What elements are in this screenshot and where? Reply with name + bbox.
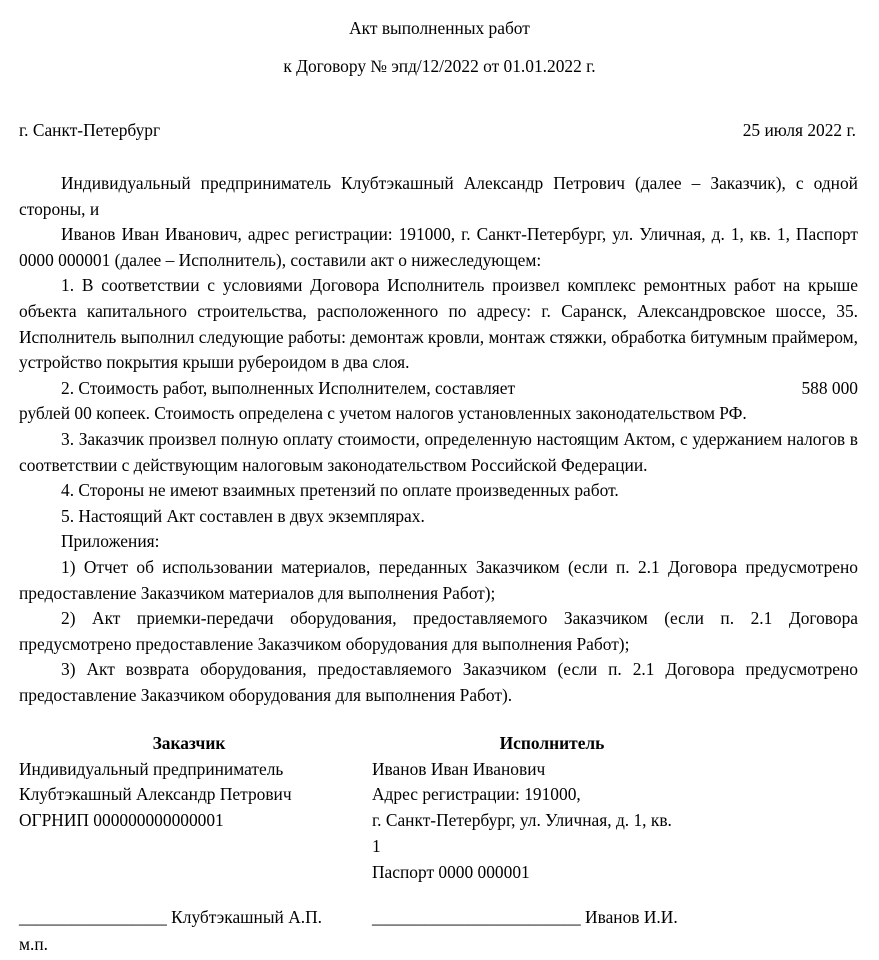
appendix-heading: Приложения: (61, 531, 160, 552)
executor-line-1: Иванов Иван Иванович (372, 758, 546, 779)
executor-heading: Исполнитель (499, 733, 605, 753)
executor-line-5: Паспорт 0000 000001 (372, 861, 530, 882)
stamp-place: м.п. (19, 934, 49, 954)
appendix-2: 2) Акт приемки-передачи оборудования, предоставляемого Заказчиком (если п. 2.1 Договора предусмотрено предоставление Заказчиком оборудования для выполнения Работ); (19, 608, 858, 654)
document-body (19, 171, 858, 708)
item-2-lead: 2. Стоимость работ, выполненных Исполнителем, составляет (61, 377, 516, 398)
item-3: 3. Заказчик произвел полную оплату стоимости, определенную настоящим Актом, с удержанием налогов в соответствии с действующим налоговым законодательством Российской Федерации. (19, 428, 858, 475)
executor-sign-line: ________________________ Иванов И.И. (372, 907, 678, 927)
item-4: 4. Стороны не имеют взаимных претензий по оплате произведенных работ. (61, 480, 619, 501)
item-2-amount: 588 000 (801, 377, 858, 398)
executor-line-4: 1 (372, 835, 381, 856)
item-2 (19, 376, 858, 402)
customer-ogrnip: ОГРНИП 000000000000001 (19, 810, 224, 831)
executor-signature-block (372, 731, 732, 885)
customer-sign-line: _________________ Клубтэкашный А.П. (19, 907, 323, 927)
document-title: Акт выполненных работ (349, 18, 530, 38)
executor-line-3: г. Санкт-Петербург, ул. Уличная, д. 1, кв. (372, 810, 672, 831)
city: г. Санкт-Петербург (19, 120, 161, 140)
customer-signature-block (19, 731, 359, 834)
item-5: 5. Настоящий Акт составлен в двух экземплярах. (61, 505, 425, 526)
appendix-1: 1) Отчет об использовании материалов, переданных Заказчиком (если п. 2.1 Договора предусмотрено предоставление Заказчиком материалов для выполнения Работ); (19, 556, 858, 603)
executor-line-2: Адрес регистрации: 191000, (372, 784, 581, 805)
item-2-tail: рублей 00 копеек. Стоимость определена с учетом налогов установленных законодательством РФ. (19, 403, 747, 424)
document-date: 25 июля 2022 г. (742, 120, 856, 140)
customer-line-2: Клубтэкашный Александр Петрович (19, 784, 292, 805)
customer-line-1: Индивидуальный предприниматель (19, 758, 284, 779)
contract-reference: к Договору № эпд/12/2022 от 01.01.2022 г. (283, 56, 596, 76)
intro-executor: Иванов Иван Иванович, адрес регистрации: 191000, г. Санкт-Петербург, ул. Уличная, д. 1, кв. 1, Паспорт 0000 000001 (далее – Исполнитель), составили акт о нижеследующем: (19, 224, 858, 270)
intro-customer: Индивидуальный предприниматель Клубтэкашный Александр Петрович (далее – Заказчик), с одной стороны, и (19, 173, 858, 219)
item-1: 1. В соответствии с условиями Договора Исполнитель произвел комплекс ремонтных работ на крыше объекта капитального строительства, расположенного по адресу: г. Саранск, Александровское шоссе, 35. Исполнитель выполнил следующие работы: демонтаж кровли, монтаж стяжки, обработка битумным праймером, устройство покрытия крыши рубероидом в два слоя. (19, 275, 858, 373)
appendix-3: 3) Акт возврата оборудования, предоставляемого Заказчиком (если п. 2.1 Договора предусмотрено предоставление Заказчиком оборудования для выполнения Работ). (19, 659, 858, 705)
customer-heading: Заказчик (152, 733, 226, 753)
